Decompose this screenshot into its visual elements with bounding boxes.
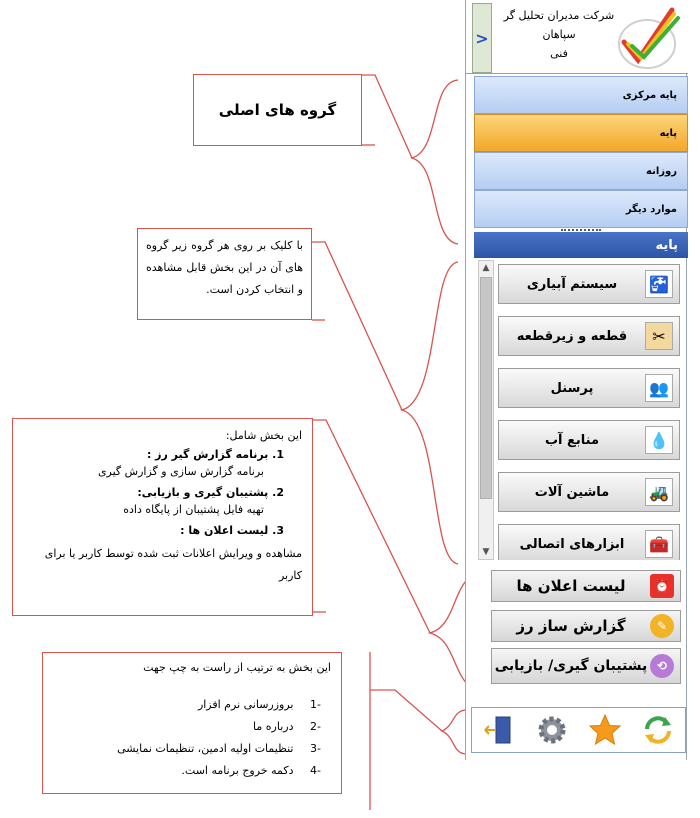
toolbar-item-text: تنظیمات اولیه ادمین، تنظیمات نمایشی xyxy=(117,742,294,755)
toolbar-connector xyxy=(370,690,442,731)
big-button-label: پشتیبان گیری/ بازیابی xyxy=(494,658,648,674)
alarm-icon: ⏰ xyxy=(650,574,674,598)
toolbar-item-num: -3 xyxy=(310,742,321,755)
groups-callout xyxy=(193,74,362,146)
subgroup-label: سیستم آبیاری xyxy=(526,276,618,292)
subitems-brace xyxy=(402,262,458,564)
people-icon: 👥 xyxy=(645,374,673,402)
section-item-desc: تهیه فایل پشتیبان از پایگاه داده xyxy=(123,503,264,516)
groups-callout-title: گروه های اصلی xyxy=(218,101,337,119)
scroll-up-icon[interactable]: ▲ xyxy=(482,263,490,273)
section-item-title: لیست اعلان ها : xyxy=(180,524,269,537)
section-item-num: 1. xyxy=(272,448,284,461)
group-item-label: پایه مرکزی xyxy=(622,89,677,101)
section-item-1 xyxy=(23,448,302,478)
subgroup-machinery-button[interactable] xyxy=(498,472,680,512)
toolbar-item-text: بروزرسانی نرم افزار xyxy=(197,698,294,711)
exit-button[interactable] xyxy=(479,710,519,750)
groups-connector xyxy=(362,75,412,158)
section-intro: این بخش شامل: xyxy=(225,429,302,442)
toolbar-callout xyxy=(42,652,342,794)
scroll-thumb[interactable] xyxy=(480,277,492,499)
exit-icon xyxy=(482,713,516,747)
toolbar-list xyxy=(53,694,331,782)
bigbuttons-connector xyxy=(313,420,430,633)
group-item-base[interactable] xyxy=(474,114,688,152)
subgroup-parts-button[interactable] xyxy=(498,316,680,356)
toolbar-brace xyxy=(442,710,465,754)
big-button-label: لیست اعلان ها xyxy=(516,577,626,595)
app-sidebar xyxy=(465,0,687,760)
about-star-icon xyxy=(588,713,622,747)
group-item-other[interactable] xyxy=(474,190,688,228)
tractor-icon: 🚜 xyxy=(645,478,673,506)
section-item-2 xyxy=(23,486,302,516)
faucet-icon: 🚰 xyxy=(645,270,673,298)
section-item-3 xyxy=(23,524,302,537)
water-icon: 💧 xyxy=(645,426,673,454)
notifications-list-button[interactable] xyxy=(491,570,681,602)
group-item-central-base[interactable] xyxy=(474,76,688,114)
collapse-button[interactable]: > xyxy=(472,3,492,73)
group-item-label: روزانه xyxy=(646,165,677,177)
toolbar-item-text: دکمه خروج برنامه است. xyxy=(181,764,294,777)
section-item-desc: برنامه گزارش سازی و گزارش گیری xyxy=(97,465,264,478)
backup-icon: ⟲ xyxy=(650,654,674,678)
toolbar-item-text: درباره ما xyxy=(253,720,294,733)
subgroup-label: منابع آب xyxy=(544,432,600,448)
subgroup-label: پرسنل xyxy=(550,380,594,396)
toolbar-list-item xyxy=(53,738,321,760)
settings-button[interactable] xyxy=(532,710,572,750)
toolbar-item-num: -2 xyxy=(310,720,321,733)
company-line: سپاهان xyxy=(542,28,576,41)
settings-icon xyxy=(535,713,569,747)
subgroup-connectors-button[interactable] xyxy=(498,524,680,560)
report-icon: ✎ xyxy=(650,614,674,638)
toolbar-item-num: -1 xyxy=(310,698,321,711)
company-line: فنی xyxy=(550,47,568,60)
backup-restore-button[interactable] xyxy=(491,648,681,684)
subitems-connector xyxy=(312,242,402,410)
update-icon xyxy=(641,713,675,747)
subgroups-callout-text: با کلیک بر روی هر گروه زیر گروه های آن در این بخش قابل مشاهده و انتخاب کردن است. xyxy=(146,239,303,296)
section-item-num: 2. xyxy=(272,486,284,499)
subgroup-irrigation-button[interactable] xyxy=(498,264,680,304)
section-callout xyxy=(12,418,313,616)
toolbar-intro: این بخش به ترتیب از راست به چپ جهت xyxy=(143,661,331,674)
toolbar-item-num: -4 xyxy=(310,764,321,777)
subgroup-label: ابزارهای اتصالی xyxy=(519,536,625,552)
toolbox-icon: 🧰 xyxy=(645,530,673,558)
subgroup-water-button[interactable] xyxy=(498,420,680,460)
section-title: پایه xyxy=(474,232,688,258)
section-item-desc: مشاهده و ویرایش اعلانات ثبت شده توسط کاربر یا برای کاربر xyxy=(44,547,302,582)
tools-icon: ✂ xyxy=(645,322,673,350)
subgroup-label: قطعه و زیرقطعه xyxy=(516,328,628,344)
scroll-down-icon[interactable]: ▼ xyxy=(482,547,490,557)
group-item-daily[interactable] xyxy=(474,152,688,190)
toolbar-list-item xyxy=(53,694,321,716)
section-item-title: پشتیبان گیری و بازیابی: xyxy=(137,486,269,499)
company-name xyxy=(494,6,624,63)
big-button-label: گزارش ساز رز xyxy=(516,617,626,635)
app-header xyxy=(466,0,688,74)
toolbar-list-item xyxy=(53,716,321,738)
group-item-label: موارد دیگر xyxy=(625,203,677,215)
subgroup-label: ماشین آلات xyxy=(534,484,610,500)
group-item-label: پایه xyxy=(659,127,677,139)
bottom-toolbar xyxy=(471,707,686,753)
section-item-num: 3. xyxy=(272,524,284,537)
section-item-title: برنامه گزارش گیر رز : xyxy=(146,448,269,461)
toolbar-list-item xyxy=(53,760,321,782)
groups-brace xyxy=(412,80,458,244)
subgroup-list xyxy=(476,260,688,560)
subgroup-personnel-button[interactable] xyxy=(498,368,680,408)
update-button[interactable] xyxy=(638,710,678,750)
subgroups-callout xyxy=(137,228,312,320)
report-builder-button[interactable] xyxy=(491,610,681,642)
company-line: شرکت مدیران تحلیل گر xyxy=(503,9,615,22)
subgroup-scrollbar[interactable] xyxy=(478,260,494,560)
checkmark-logo-icon xyxy=(614,2,684,72)
about-button[interactable] xyxy=(585,710,625,750)
